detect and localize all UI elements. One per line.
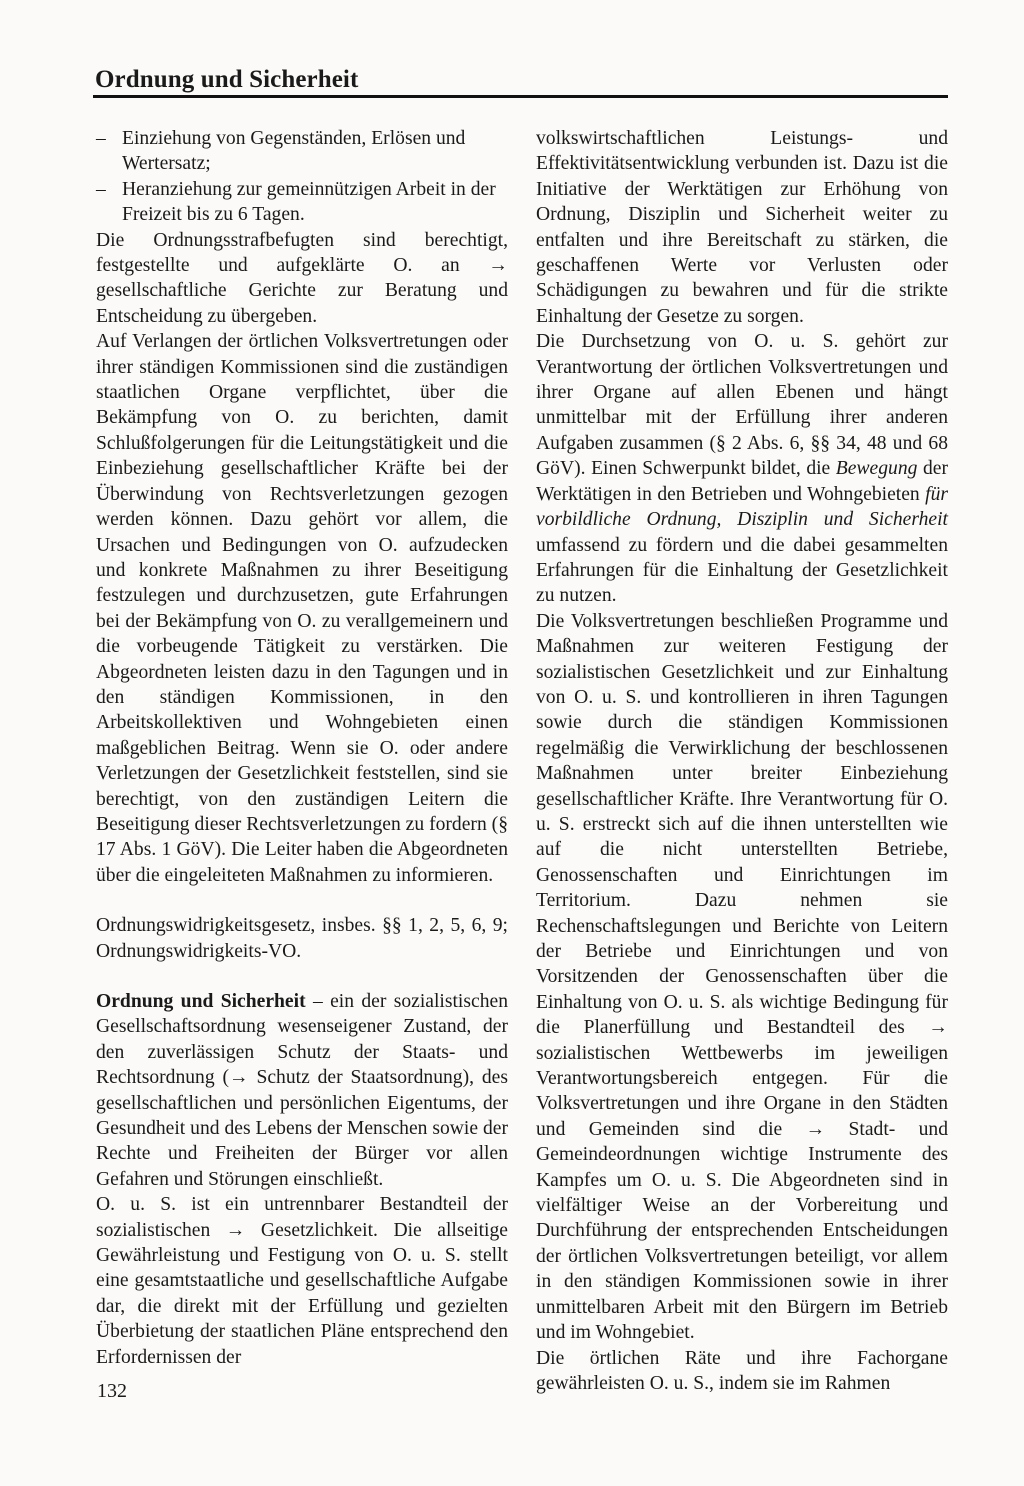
italic-term: Bewegung	[835, 458, 918, 480]
italic-term: für vorbildliche Ordnung, Disziplin und Sicherheit	[536, 483, 948, 531]
entry-paragraph	[96, 989, 508, 1192]
paragraph: Die örtlichen Räte und ihre Fachorgane gewährleisten O. u. S., indem sie im Rahmen	[536, 1347, 948, 1394]
text-run: der Werktätigen in den Betrieben und Wohngebieten	[536, 458, 948, 505]
paragraph: Die Ordnungsstrafbefugten sind berechtigt, festgestellte und aufgeklärte O. an → gesellschaftliche Gerichte zur Beratung und Entscheidung zu übergeben.	[96, 229, 508, 327]
paragraph: volkswirtschaftlichen Leistungs- und Effektivitätsentwicklung verbunden ist. Dazu ist die Initiative der Werktätigen zur Erhöhung von Ordnung, Disziplin und Sicherheit weiter zu entfalten und ihre Bereitschaft zu stärken, die geschaffenen Werte vor Verlusten oder Schädigungen zu bewahren und für die strikte Einhaltung der Gesetze zu sorgen.	[536, 128, 948, 327]
text-run: umfassend zu fördern und die dabei gesammelten Erfahrungen für die Einhaltung der Gesetzlichkeit zu nutzen.	[536, 534, 948, 607]
left-column	[96, 126, 508, 1370]
list-item	[96, 177, 508, 228]
paragraph: Auf Verlangen der örtlichen Volksvertretungen oder ihrer ständigen Kommissionen sind die zuständigen staatlichen Organe verpflichtet, über die Bekämpfung von O. zu berichten, damit Schlußfolgerungen für die Leitungstätigkeit und die Einbeziehung gesellschaftlicher Kräfte bei der Überwindung von Rechtsverletzungen gezogen werden können. Dazu gehört vor allem, die Ursachen und Bedingungen von O. aufzudecken und konkrete Maßnahmen zu ihrer Beseitigung festzulegen und durchzusetzen, gute Erfahrungen bei der Bekämpfung von O. zu verallgemeinern und die vorbeugende Tätigkeit zu verstärken. Die Abgeordneten leisten dazu in den Tagungen und in den ständigen Kommissionen, in den Arbeitskollektiven und Wohngebieten einen maßgeblichen Beitrag. Wenn sie O. oder andere Verletzungen der Gesetzlichkeit feststellen, sind sie berechtigt, von den zuständigen Leitern die Beseitigung dieser Rechtsverletzungen zu fordern (§ 17 Abs. 1 GöV). Die Leiter haben die Abgeordneten über die eingeleiteten Maßnahmen zu informieren.	[96, 331, 508, 886]
header-rule	[93, 95, 948, 98]
paragraph: Die Volksvertretungen beschließen Programme und Maßnahmen zur weiteren Festigung der sozialistischen Gesetzlichkeit und zur Einhaltung von O. u. S. und kontrollieren in ihren Tagungen sowie durch die ständigen Kommissionen regelmäßig die Verwirklichung der beschlossenen Maßnahmen unter breiter Einbeziehung gesellschaftlicher Kräfte. Ihre Verantwortung für O. u. S. erstreckt sich auf die ihnen unterstellten wie auf die nicht unterstellten Betriebe, Genossenschaften und Einrichtungen im Territorium. Dazu nehmen sie Rechenschaftslegungen und Berichte von Leitern der Betriebe und Einrichtungen und von Vorsitzenden der Genossenschaften über die Einhaltung von O. u. S. als wichtige Bedingung für die Planerfüllung und Bestandteil des → sozialistischen Wettbewerbs im jeweiligen Verantwortungsbereich entgegen. Für die Volksvertretungen und ihre Organe in den Städten und Gemeinden sind die → Stadt- und Gemeindeordnungen wichtige Instrumente des Kampfes um O. u. S. Die Abgeordneten sind in vielfältiger Weise an der Vorbereitung und Durchführung der entsprechenden Entscheidungen der örtlichen Volksvertretungen beteiligt, vor allem in den ständigen Kommissionen sowie in ihrer unmittelbaren Arbeit mit den Bürgern im Betrieb und im Wohngebiet.	[536, 610, 948, 1344]
list-item-text: Heranziehung zur gemeinnützigen Arbeit in der Freizeit bis zu 6 Tagen.	[122, 178, 496, 226]
right-column	[536, 126, 948, 1396]
references: Ordnungswidrigkeitsgesetz, insbes. §§ 1, 2, 5, 6, 9; Ordnungswidrigkeits-VO.	[96, 915, 508, 962]
text-run: Die Durchsetzung von O. u. S. gehört zur Verantwortung der örtlichen Volksvertretungen und ihrer Organe auf allen Ebenen und hängt unmittelbar mit der Erfüllung ihrer anderen Aufgaben zusammen (§ 2 Abs. 6, §§ 34, 48 und 68 GöV). Einen Schwerpunkt bildet, die	[536, 331, 948, 480]
dash-bullet: –	[96, 178, 106, 200]
spacer	[96, 964, 508, 989]
paragraph	[536, 329, 948, 608]
list-item	[96, 126, 508, 177]
running-title: Ordnung und Sicherheit	[95, 66, 359, 93]
page-number: 132	[97, 1380, 127, 1402]
dash-bullet: –	[96, 128, 106, 149]
spacer	[96, 888, 508, 913]
entry-text: – ein der sozialistischen Gesellschaftsordnung wesenseigener Zustand, der den zuverlässigen Schutz der Staats- und Rechtsordnung (→ Schutz der Staatsordnung), des gesellschaftlichen und persönlichen Eigentums, der Gesundheit und des Lebens der Menschen sowie der Rechte und Freiheiten der Bürger vor allen Gefahren und Störungen einschließt.	[96, 991, 508, 1190]
paragraph: O. u. S. ist ein untrennbarer Bestandteil der sozialistischen → Gesetzlichkeit. Die allseitige Gewährleistung und Festigung von O. u. S. stellt eine gesamtstaatliche und gesellschaftliche Aufgabe dar, die direkt mit der Erfüllung und gezielten Überbietung der staatlichen Pläne entsprechend den Erfordernissen der	[96, 1194, 508, 1368]
list-item-text: Einziehung von Gegenständen, Erlösen und Wertersatz;	[122, 128, 466, 175]
entry-title: Ordnung und Sicherheit	[96, 991, 306, 1012]
